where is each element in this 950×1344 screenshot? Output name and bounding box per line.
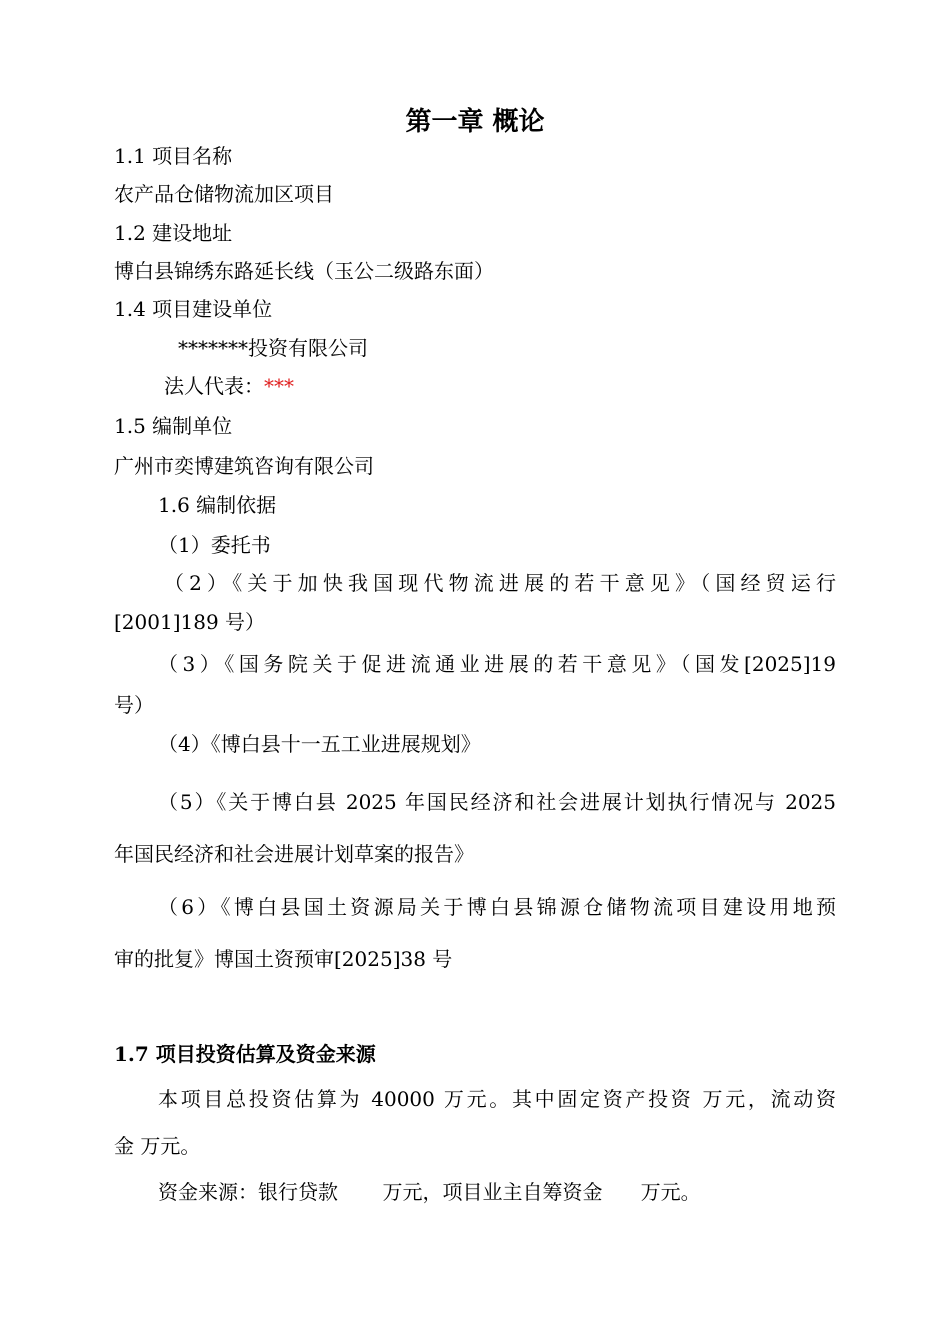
section-1-2-heading: 1.2 建设地址: [114, 221, 233, 245]
basis-item-1: （1）委托书: [158, 533, 271, 557]
section-1-6-heading: 1.6 编制依据: [158, 493, 277, 517]
basis-item-5-line-1: （5）《关于博白县 2025 年国民经济和社会进展计划执行情况与 2025: [158, 790, 836, 814]
basis-item-2-line-2: [2001]189 号）: [114, 610, 266, 634]
project-name: 农产品仓储物流加区项目: [114, 182, 334, 206]
compiling-unit: 广州市奕博建筑咨询有限公司: [114, 454, 374, 478]
section-1-5-heading: 1.5 编制单位: [114, 414, 233, 438]
funding-source: 资金来源：银行贷款 万元，项目业主自筹资金 万元。: [158, 1180, 701, 1204]
basis-item-6-line-2: 审的批复》博国土资预审[2025]38 号: [114, 947, 453, 971]
investment-paragraph-line-2: 金 万元。: [114, 1134, 201, 1158]
basis-item-5-line-2: 年国民经济和社会进展计划草案的报告》: [114, 842, 474, 866]
basis-item-3-line-1: （3）《国务院关于促进流通业进展的若干意见》（国发[2025]19: [158, 652, 836, 676]
project-address: 博白县锦绣东路延长线（玉公二级路东面）: [114, 259, 494, 283]
basis-item-3-line-2: 号）: [114, 693, 154, 717]
basis-item-2-line-1: （2）《关于加快我国现代物流进展的若干意见》（国经贸运行: [164, 571, 836, 595]
legal-representative-label: 法人代表：: [164, 374, 264, 398]
investment-paragraph-line-1: 本项目总投资估算为 40000 万元。其中固定资产投资 万元，流动资: [158, 1087, 836, 1111]
section-1-4-heading: 1.4 项目建设单位: [114, 297, 273, 321]
basis-item-6-line-1: （6）《博白县国土资源局关于博白县锦源仓储物流项目建设用地预: [158, 895, 836, 919]
chapter-title: 第一章 概论: [405, 107, 545, 137]
section-1-7-heading: 1.7 项目投资估算及资金来源: [114, 1042, 376, 1066]
basis-item-4: （4）《博白县十一五工业进展规划》: [158, 732, 481, 756]
construction-company: *******投资有限公司: [178, 336, 368, 360]
legal-representative-value: ***: [264, 374, 294, 398]
section-1-1-heading: 1.1 项目名称: [114, 144, 233, 168]
legal-representative: [164, 372, 294, 400]
